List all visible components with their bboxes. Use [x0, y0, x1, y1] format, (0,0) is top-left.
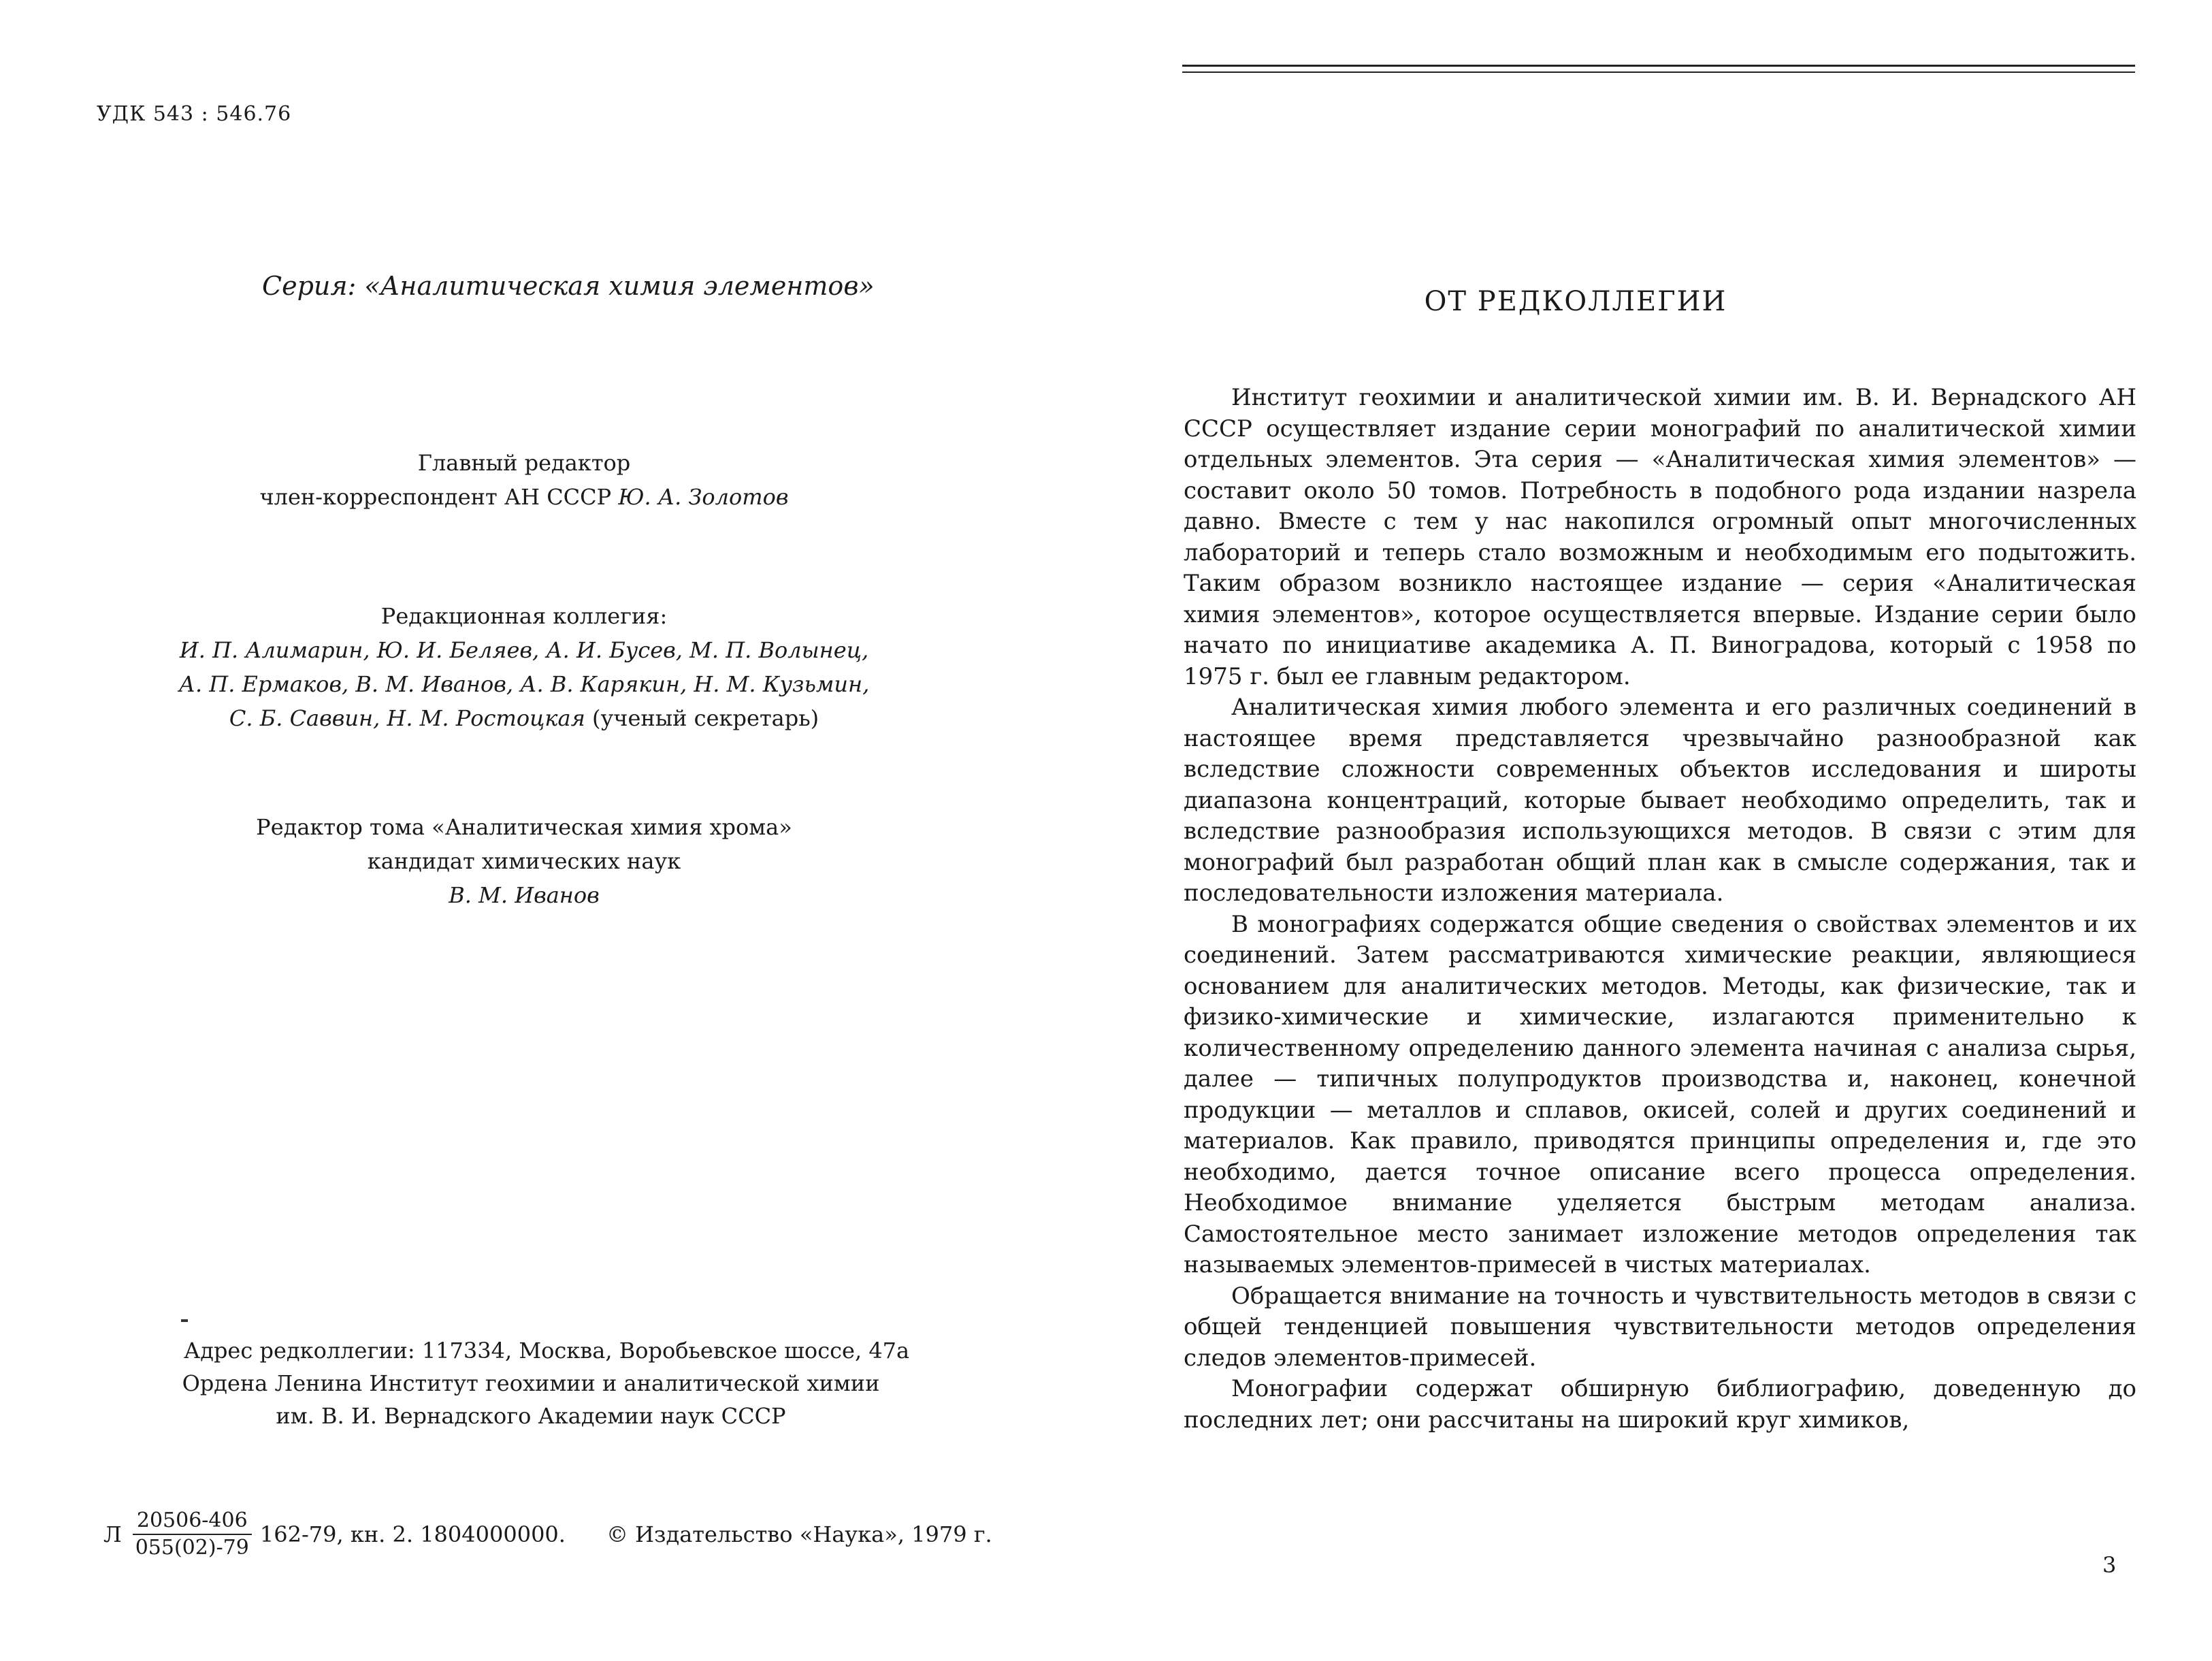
paragraph-1: Институт геохимии и аналитической химии им. В. И. Вернадского АН СССР осуществляет издание серии монографий по аналитической химии отдельных элементов. Эта серия — «Аналитическая химия элементов» — составит около 50 томов. Потребность в подобного рода издании назрела давно. Вместе с тем у нас накопился огромный опыт многочисленных лабораторий и теперь стало возможным и необходимым его подытожить. Таким образом возникло настоящее издание — серия «Аналитическая химия элементов», которое осуществляется впервые. Издание серии было начато по инициативе академика А. П. Виноградова, который с 1958 по 1975 г. был ее главным редактором. — [1184, 384, 2136, 690]
address-line-2: Ордена Ленина Институт геохимии и аналитической химии — [182, 1370, 880, 1396]
address-line-1: Адрес редколлегии: 117334, Москва, Воробьевское шоссе, 47а — [184, 1338, 910, 1364]
editorial-address — [102, 1334, 960, 1432]
top-rule-thin — [1182, 71, 2135, 73]
volume-editor-name: В. М. Иванов — [449, 882, 600, 908]
paragraph-4: Обращается внимание на точность и чувствительность методов в связи с общей тенденцией повышения чувствительности методов определения следов элементов-примесей. — [1184, 1282, 2136, 1372]
chief-editor-role: член-корреспондент АН СССР — [259, 484, 612, 510]
board-line-2: А. П. Ермаков, В. М. Иванов, А. В. Карякин, Н. М. Кузьмин, — [178, 671, 870, 697]
imprint-prefix: Л — [103, 1521, 122, 1547]
imprint-code: 162-79, кн. 2. 1804000000. — [259, 1521, 566, 1547]
paragraph-3: В монографиях содержатся общие сведения о свойствах элементов и их соединений. Затем рассматриваются химические реакции, являющиеся основанием для аналитических методов. Методы, как физические, так и физико-химические и химические, излагаются применительно к количественному определению данного элемента начиная с анализа сырья, далее — типичных полупродуктов производства и, наконец, конечной продукции — металлов и сплавов, окисей, солей и других соединений и материалов. Как правило, приводятся принципы определения и, где это необходимо, дается точное описание всего процесса определения. Необходимое внимание уделяется быстрым методам анализа. Самостоятельное место занимает изложение методов определения так называемых элементов-примесей в чистых материалах. — [1184, 910, 2136, 1278]
volume-editor-degree: кандидат химических наук — [367, 848, 681, 874]
volume-editor-title: Редактор тома «Аналитическая химия хрома» — [256, 814, 792, 840]
chief-editor-title: Главный редактор — [417, 450, 631, 476]
board-line-3 — [0, 701, 1048, 735]
board-line-1: И. П. Алимарин, Ю. И. Беляев, А. И. Бусев, М. П. Волынец, — [179, 637, 869, 663]
volume-editor-block — [0, 810, 1048, 912]
paragraph-5: Монографии содержат обширную библиографию, доведенную до последних лет; они рассчитаны на широкий круг химиков, — [1184, 1375, 2136, 1434]
paragraph-2: Аналитическая химия любого элемента и его различных соединений в настоящее время представляется чрезвычайно разнообразной как вследствие сложности современных объектов исследования и широты диапазона концентраций, которые бывает необходимо определить, так и вследствие разнообразия использующихся методов. В связи с этим для монографий был разработан общий план как в смысле содержания, так и последовательности изложения материала. — [1184, 694, 2136, 907]
chief-editor-name: Ю. А. Золотов — [618, 484, 789, 510]
board-line-3-note: (ученый секретарь) — [591, 705, 819, 731]
imprint-fraction — [131, 1508, 253, 1561]
imprint-denominator: 055(02)-79 — [135, 1536, 249, 1560]
body-text — [1184, 383, 2136, 1436]
top-rule — [1182, 65, 2135, 67]
udk-code: УДК 543 : 546.76 — [97, 102, 292, 126]
series-title: Серия: «Аналитическая химия элементов» — [262, 271, 875, 301]
chief-editor-line — [0, 480, 1048, 514]
page-heading: ОТ РЕДКОЛЛЕГИИ — [1424, 286, 1727, 317]
editorial-board-block — [0, 599, 1048, 735]
imprint-copyright: © Издательство «Наука», 1979 г. — [606, 1521, 992, 1547]
right-page — [1106, 0, 2212, 1661]
address-line-3: им. В. И. Вернадского Академии наук СССР — [276, 1403, 786, 1429]
chief-editor-block — [0, 446, 1048, 514]
imprint-line — [103, 1508, 992, 1561]
board-title: Редакционная коллегия: — [380, 603, 668, 629]
stray-mark — [181, 1319, 188, 1322]
imprint-numerator: 20506-406 — [133, 1508, 252, 1535]
board-line-3-names: С. Б. Саввин, Н. М. Ростоцкая — [229, 705, 585, 731]
page-number: 3 — [2102, 1552, 2117, 1578]
